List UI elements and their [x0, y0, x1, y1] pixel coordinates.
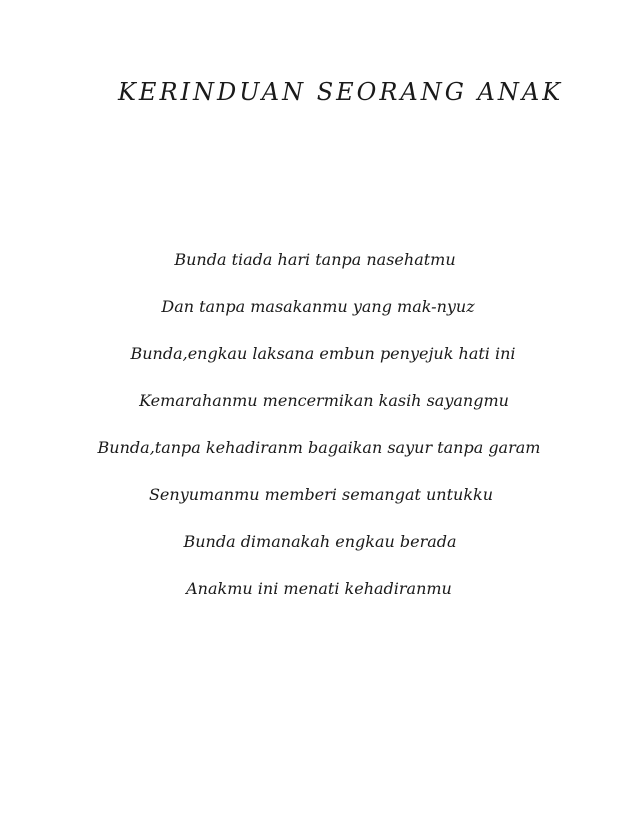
- poem-line: Bunda tiada hari tanpa nasehatmu: [174, 250, 456, 269]
- poem-line: Bunda,tanpa kehadiranm bagaikan sayur tanpa garam: [97, 438, 541, 457]
- poem-title: KERINDUAN SEORANG ANAK: [118, 78, 564, 106]
- poem-line: Kemarahanmu mencermikan kasih sayangmu: [139, 391, 509, 410]
- poem-body: [0, 248, 638, 624]
- poem-line: Dan tanpa masakanmu yang mak-nyuz: [161, 297, 475, 316]
- poem-line: Bunda dimanakah engkau berada: [183, 532, 457, 551]
- poem-line: Senyumanmu memberi semangat untukku: [148, 485, 494, 504]
- poem-line: Bunda,engkau laksana embun penyejuk hati ini: [130, 344, 516, 363]
- poem-line: Anakmu ini menati kehadiranmu: [186, 579, 452, 598]
